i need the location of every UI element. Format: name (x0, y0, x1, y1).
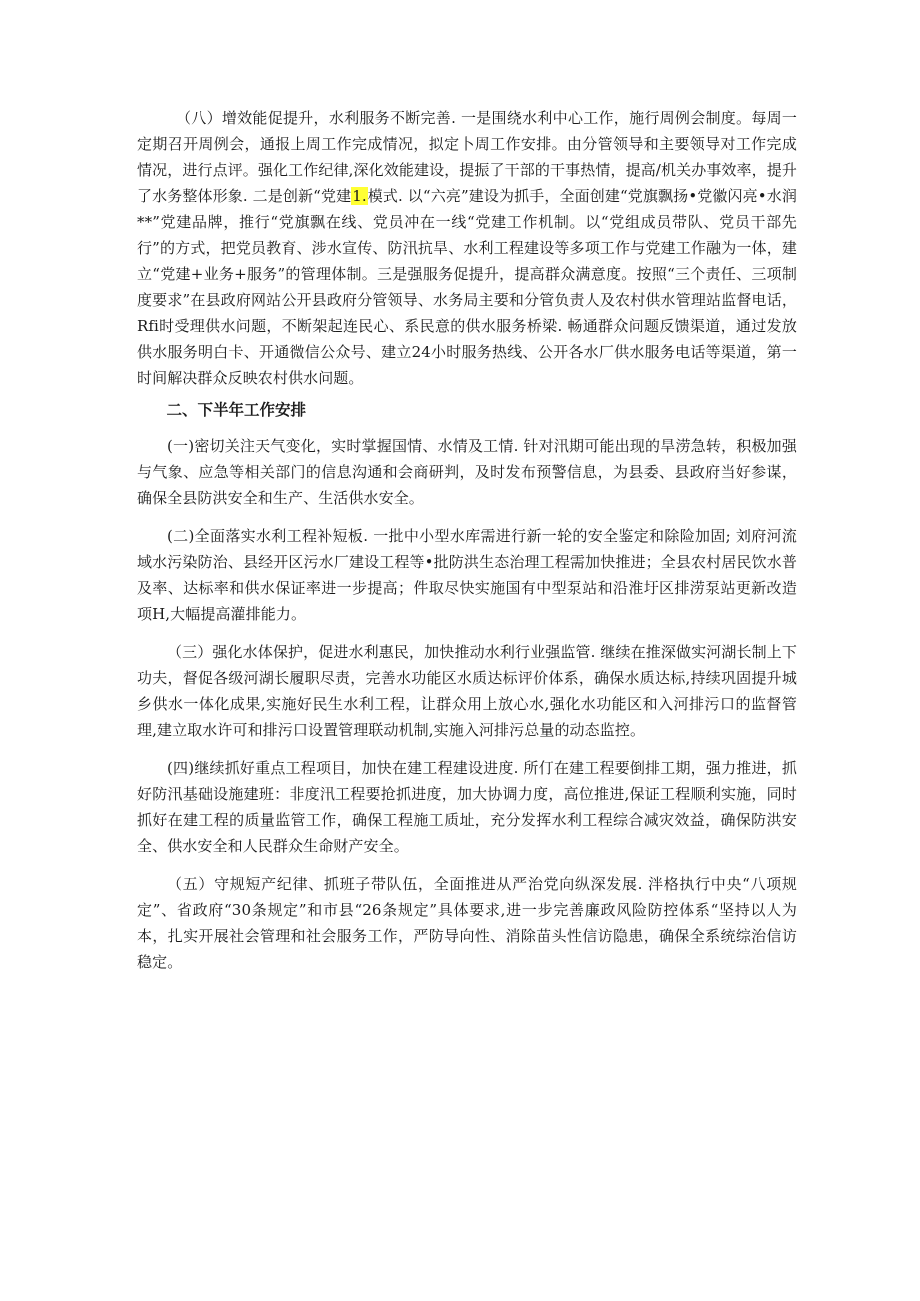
paragraph-section-8 (137, 105, 797, 391)
section-heading: 二、下半年工作安排 (166, 401, 306, 419)
section8-text-part2: 模式. 以“六亮”建设为抓手，全面创建“党旗飘扬•党徽闪亮•水润**”党建品牌，推行“党旗飘在线、党员冲在一线“党建工作机制。以“党组成员带队、党员干部先行”的方式，把党员教育、涉水宣传、防汛抗旱、水利工程建设等多项工作与党建工作融为一体，建立“党建+业务+服务”的管理体制。三是强服务促提升，提高群众满意度。按照“三个责任、三项制度要求”在县政府网站公开县政府分管领导、水务局主要和分管负责人及农村供水管理站监督电话，Rfi时受理供水问题，不断架起连民心、系民意的供水服务桥梁. 畅通群众问题反馈渠道，通过发放供水服务明白卡、开通微信公众号、建立24小时服务热线、公开各水厂供水服务电话等渠道，第一时间解决群众反映农村供水问题。 (137, 187, 797, 387)
paragraph-plan-4: (四)继续抓好重点工程项目，加快在建工程建设进度. 所仃在建工程要倒排工期，强力推进，抓好防汛基础设施建班：非度汛工程要抢抓进度，加大协调力度，高位推进,保证工程顺利实施，同时抓好在建工程的质量监管工作，确保工程施工质址，充分发挥水利工程综合减灾效益，确保防洪安全、供水安全和人民群众生命财产安全。 (137, 759, 797, 855)
paragraph-plan-5: （五）守规短产纪律、抓班子带队伍，全面推进从严治党向纵深发展. 泮格执行中央“八项规定”、省政府“30条规定”和市县“26条规定”具体要求,进一步完善廉政风险防控体系“坚持以人为本，扎实开展社会管理和社会服务工作，严防导向性、消除苗头性信访隐患，确保全系统综治信访稳定。 (137, 875, 797, 971)
highlighted-text: 1. (352, 187, 367, 205)
section8-text-part1: （八）增效能促提升，水利服务不断完善. 一是围绕水利中心工作，施行周例会制度。每周一定期召开周例会，通报上周工作完成情况，拟定卜周工作安排。由分管领导和主要领导对工作完成情况，进行点评。强化工作纪律,深化效能建设，提振了干部的干事热情，提高/机关办事效率，提升了水务整体形象. 二是创新“党建 (137, 109, 797, 205)
paragraph-plan-1: (一)密切关注天气变化，实时掌握国情、水情及工情. 针对汛期可能出现的旱涝急转，积极加强与气象、应急等相关部门的信息沟通和会商研判，及时发布预警信息，为县委、县政府当好参谋，确保全县防洪安全和生产、生活供水安全。 (137, 437, 797, 507)
paragraph-plan-3: （三）强化水体保护，促进水利惠民，加快推动水利行业强监管. 继续在推深做实河湖长制上下功夫，督促各级河湖长履职尽责，完善水功能区水质达标评价体系，确保水质达标,持续巩固提升城乡供水一体化成果,实施好民生水利工程，让群众用上放心水,强化水功能区和入河排污口的监督管理,建立取水许可和排污口设置管理联动机制,实施入河排污总量的动态监控。 (137, 643, 797, 739)
paragraph-plan-2: (二)全面落实水利工程补短板. 一批中小型水库需进行新一轮的安全鉴定和除险加固; 刘府河流域水污染防治、县经开区污水厂建设工程等•批防洪生态治理工程需加快推进；全县农村居民饮水普及率、达标率和供水保证率进一步提高；件取尽快实施国有中型泵站和沿淮圩区排涝泵站更新改造项H,大幅提高灌排能力。 (137, 527, 797, 623)
document-page (137, 105, 797, 975)
